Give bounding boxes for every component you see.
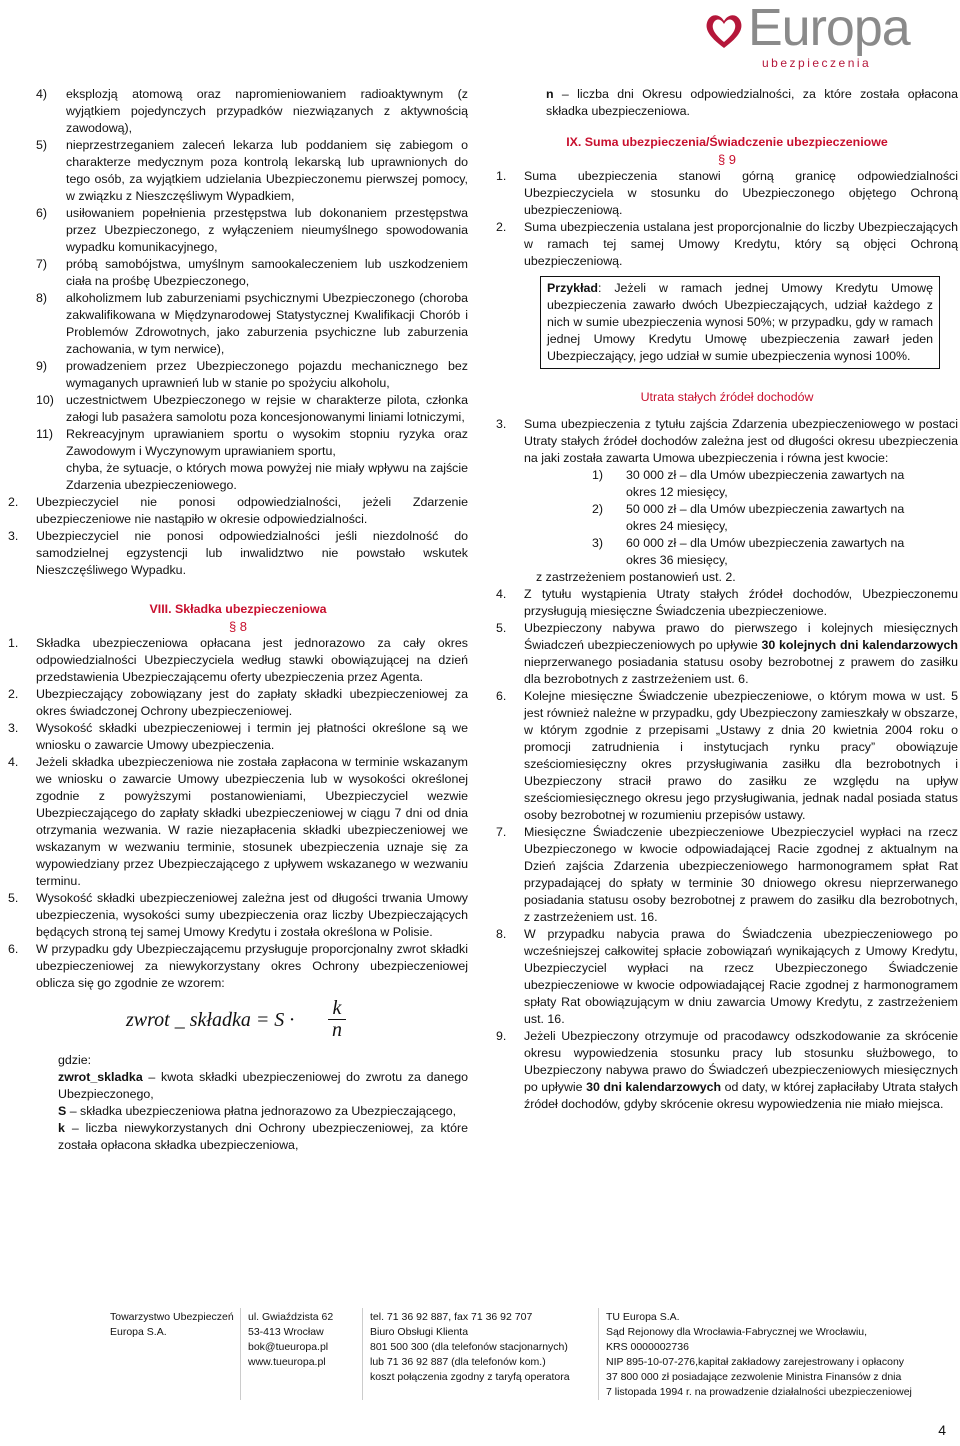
- list-item: 7) próbą samobójstwa, umyślnym samookaleczeniem lub uszkodzeniem ciała na prośbę Ubezpieczonego,: [36, 257, 468, 288]
- paragraph: 3. Ubezpieczyciel nie ponosi odpowiedzialności jeśli niezdolność do samodzielnej egzystencji lub inwalidztwo nie powstało wskutek Nieszczęśliwego Wypadku.: [8, 529, 468, 577]
- heart-logo-icon: [700, 6, 748, 54]
- section-heading: IX. Suma ubezpieczenia/Świadczenie ubezpieczeniowe: [566, 135, 888, 149]
- formula-fraction: [328, 997, 346, 1041]
- paragraph: 3. Wysokość składki ubezpieczeniowej i termin jej płatności określone są we wniosku o zawarcie Umowy ubezpieczenia.: [8, 721, 468, 752]
- footer-registration: TU Europa S.A. Sąd Rejonowy dla Wrocławia-Fabrycznej we Wrocławiu, KRS 0000002736 NIP 895-10-07-276,kapitał zakładowy zarejestrowany i opłacony 37 800 000 zł posiadające zezwolenie Ministra Finansów z dnia 7 listopada 1994 r. na prowadzenie działalności ubezpieczeniowej: [606, 1311, 912, 1398]
- paragraph: 2. Suma ubezpieczenia ustalana jest proporcjonalnie do liczby Ubezpieczających w ramach tej samej Umowy Kredytu, który są objęci Ochroną ubezpieczeniową.: [496, 220, 958, 268]
- footer-contact: tel. 71 36 92 887, fax 71 36 92 707 Biuro Obsługi Klienta 801 500 300 (dla telefonów stacjonarnych) lub 71 36 92 887 (dla telefonów kom.) koszt połączenia zgodny z taryfą operatora: [370, 1311, 570, 1383]
- paragraph: 5. Ubezpieczony nabywa prawo do pierwszego i kolejnych miesięcznych Świadczeń ubezpieczeniowych po upływie 30 kolejnych dni kalendarzowych nieprzerwanego posiadania statusu osoby bezrobotnej z prawem do zasiłku dla bezrobotnych z zastrzeżeniem ust. 6.: [496, 621, 958, 686]
- refund-formula: [8, 997, 468, 1048]
- list-item: 4) eksplozją atomową oraz napromieniowaniem radioaktywnym (z wyjątkiem pojedynczych przypadków niezwiązanych z aktywnością zawodową),: [36, 87, 468, 135]
- left-column: [8, 86, 468, 1154]
- list-item: 8) alkoholizmem lub zaburzeniami psychicznymi Ubezpieczonego (choroba zakwalifikowana w Międzynarodowej Statystycznej Kwalifikacji Chorób i Problemów Zdrowotnych, jako zaburzenia psychiczne lub zaburzenia zachowania, w tym nerwice),: [36, 291, 468, 356]
- footer-divider: [240, 1308, 241, 1400]
- paragraph: 6. Kolejne miesięczne Świadczenie ubezpieczeniowe, o którym mowa w ust. 5 jest również należne w przypadku, gdy Ubezpieczony zamieszkały w obszarze, w którym zgodnie z przepisami „Ustawy z dnia 20 kwietnia 2004 roku o promocji zatrudnienia i instytucjach rynku pracy” obowiązuje sześciomiesięczny okres przysługiwania zasiłku dla bezrobotnych i Ubezpieczony stracił prawo do zasiłku ze względu na upływ sześciomiesięcznego okresu jego przysługiwania, jednak nadal posiada status osoby bezrobotnej w rozumieniu przepisów ustawy.: [496, 689, 958, 822]
- logo-subtitle: ubezpieczenia: [762, 56, 872, 70]
- list-item: 2) 50 000 zł – dla Umów ubezpieczenia zawartych na okres 24 miesięcy,: [592, 502, 905, 533]
- paragraph-mark: § 9: [717, 152, 737, 167]
- list-continuation: z zastrzeżeniem postanowień ust. 2.: [536, 570, 736, 584]
- paragraph: 4. Jeżeli składka ubezpieczeniowa nie została zapłacona w terminie wskazanym we wniosku o zawarcie Umowy ubezpieczenia lub w wysokości określonej zgodnie z powyższymi postanowieniami, Ubezpieczyciel wezwie Ubezpieczającego do zapłaty składki ubezpieczeniowej w ciągu 7 dni od dnia otrzymania wezwania. W razie niezapłacenia składki ubezpieczeniowej we wskazanym w wezwaniu terminie, stosunek ubezpieczenia uznaje się za wypowiedziany przez Ubezpieczającego z upływem wskazanego w wezwaniu terminu.: [8, 755, 468, 888]
- definition: n – liczba dni Okresu odpowiedzialności, za które została opłacona składka ubezpieczeniowa.: [546, 87, 958, 118]
- page-number: 4: [938, 1422, 946, 1438]
- list-item: 6) usiłowaniem popełnienia przestępstwa lub dokonaniem przestępstwa przez Ubezpieczonego, z wyłączeniem nieumyślnego spowodowania wypadku komunikacyjnego,: [36, 206, 468, 254]
- paragraph: 6. W przypadku gdy Ubezpieczającemu przysługuje proporcjonalny zwrot składki ubezpieczeniowej za niewykorzystany okres Ochrony ubezpieczeniowej oblicza się go zgodnie ze wzorem:: [8, 942, 468, 990]
- formula-lhs: zwrot _ składka = S ·: [126, 1009, 295, 1031]
- list-item: 9) prowadzeniem przez Ubezpieczonego pojazdu mechanicznego bez wymaganych uprawnień lub w stanie po spożyciu alkoholu,: [36, 359, 468, 390]
- list-item: 3) 60 000 zł – dla Umów ubezpieczenia zawartych na okres 36 miesięcy,: [592, 536, 905, 567]
- section-heading: VIII. Składka ubezpieczeniowa: [149, 602, 327, 616]
- paragraph: 4. Z tytułu wystąpienia Utraty stałych źródeł dochodów, Ubezpieczonemu przysługują miesięczne Świadczenia ubezpieczeniowe.: [496, 587, 958, 618]
- formula-denominator: n: [332, 1019, 342, 1041]
- list-item: 11) Rekreacyjnym uprawianiem sportu o wysokim stopniu ryzyka oraz Zawodowym i Wyczynowym uprawianiem sportu,: [36, 427, 468, 458]
- definition: zwrot_skladka – kwota składki ubezpieczeniowej do zwrotu za danego Ubezpieczonego,: [58, 1070, 468, 1101]
- paragraph: 2. Ubezpieczyciel nie ponosi odpowiedzialności, jeżeli Zdarzenie ubezpieczeniowe nie nastąpiło w okresie odpowiedzialności.: [8, 495, 468, 526]
- list-item: 10) uczestnictwem Ubezpieczonego w rejsie w charakterze pilota, członka załogi lub pasażera samolotu poza koncesjonowanymi liniami lotniczymi,: [36, 393, 468, 424]
- logo-brand-text: Europa: [748, 0, 910, 57]
- europa-logo: [700, 0, 958, 70]
- paragraph: 8. W przypadku nabycia prawa do Świadczenia ubezpieczeniowego po wcześniejszej całkowitej spłacie zobowiązań wynikających z Umowy Kredytu, Ubezpieczyciel wypłaci na rzecz Ubezpieczonego Świadczenie ubezpieczeniowe w kwocie odpowiadającej Racie zgodnej z harmonogramem spłaty Rat obowiązującym w dniu zawarcia Umowy Kredytu, z zastrzeżeniem ust. 16.: [496, 927, 958, 1026]
- paragraph: 1. Suma ubezpieczenia stanowi górną granicę odpowiedzialności Ubezpieczyciela w stosunku do Ubezpieczonego objętego Ochroną ubezpieczeniową.: [496, 169, 958, 217]
- formula-numerator: k: [332, 997, 342, 1019]
- list-item: 1) 30 000 zł – dla Umów ubezpieczenia zawartych na okres 12 miesięcy,: [592, 468, 905, 499]
- footer-address: ul. Gwiaździsta 62 53-413 Wrocław bok@tueuropa.pl www.tueuropa.pl: [248, 1311, 334, 1368]
- subsection-heading: Utrata stałych źródeł dochodów: [640, 390, 814, 404]
- right-column: [496, 86, 958, 1113]
- definition: S – składka ubezpieczeniowa płatna jednorazowo za Ubezpieczającego,: [58, 1104, 457, 1118]
- paragraph: 2. Ubezpieczający zobowiązany jest do zapłaty składki ubezpieczeniowej za okres świadczonej Ochrony ubezpieczeniowej.: [8, 687, 468, 718]
- paragraph: 1. Składka ubezpieczeniowa opłacana jest jednorazowo za cały okres odpowiedzialności Ubezpieczyciela według stawki obowiązującej na dzień przedstawienia Ubezpieczającemu oferty ubezpieczenia przez Agenta.: [8, 636, 468, 684]
- paragraph: 5. Wysokość składki ubezpieczeniowej zależna jest od długości trwania Umowy ubezpieczenia, wysokości sumy ubezpieczenia oraz liczby Ubezpieczających będących stroną tej samej Umowy Kredytu i została określona w Polisie.: [8, 891, 468, 939]
- definition: k – liczba niewykorzystanych dni Ochrony ubezpieczeniowej, za które została opłacona składka ubezpieczeniowa,: [58, 1121, 468, 1152]
- example-box: Przykład: Jeżeli w ramach jednej Umowy Kredytu Umowę ubezpieczenia zawarło dwóch Ubezpieczających, udział każdego z nich w sumie ubezpieczenia wynosi 50%; w przypadku, gdy w ramach jednej Umowy Kredytu Umowę ubezpieczenia zawarł jeden Ubezpieczający, jego udział w sumie ubezpieczenia wynosi 100%.: [540, 276, 940, 369]
- paragraph: 7. Miesięczne Świadczenie ubezpieczeniowe Ubezpieczyciel wypłaci na rzecz Ubezpieczonego w kwocie odpowiadającej Racie zgodnej z aktualnym na Dzień zajścia Zdarzenia ubezpieczeniowego harmonogramem spłat Rat przypadającej do spłaty w terminie 30 dniowego okresu nieprzerwanego posiadania statusu osoby bezrobotnej z prawem do zasiłku dla bezrobotnych, z zastrzeżeniem ust. 16.: [496, 825, 958, 924]
- paragraph-mark: § 8: [228, 619, 248, 634]
- list-continuation: chyba, że sytuacje, o których mowa powyżej nie miały wpływu na zajście Zdarzenia ubezpieczeniowego.: [66, 461, 468, 492]
- definitions-label: gdzie:: [58, 1053, 92, 1067]
- footer-divider: [598, 1308, 599, 1400]
- footer-company: Towarzystwo Ubezpieczeń Europa S.A.: [110, 1311, 234, 1338]
- paragraph: 9. Jeżeli Ubezpieczony otrzymuje od pracodawcy odszkodowanie za skrócenie okresu wypowiedzenia stosunku pracy lub stosunku służbowego, to Ubezpieczony nabywa prawo do Świadczeń ubezpieczeniowych miesięcznych po upływie 30 dni kalendarzowych od daty, w której zapłaciłaby Utrata stałych źródeł dochodów, gdyby skrócenie okresu wypowiedzenia nie miało miejsca.: [496, 1029, 958, 1111]
- footer-divider: [362, 1308, 363, 1400]
- list-item: 5) nieprzestrzeganiem zaleceń lekarza lub poddaniem się zabiegom o charakterze medycznym poza kontrolą lekarską lub uprawnionych do tego osób, za wyjątkiem udzielania Ubezpieczonemu pierwszej pomocy, w związku z Nieszczęśliwym Wypadkiem,: [36, 138, 468, 203]
- paragraph: 3. Suma ubezpieczenia z tytułu zajścia Zdarzenia ubezpieczeniowego w postaci Utraty stałych źródeł dochodów zależna jest od długości okresu ubezpieczenia na jaki została zawarta Umowa ubezpieczenia i równa jest kwocie:: [496, 417, 958, 465]
